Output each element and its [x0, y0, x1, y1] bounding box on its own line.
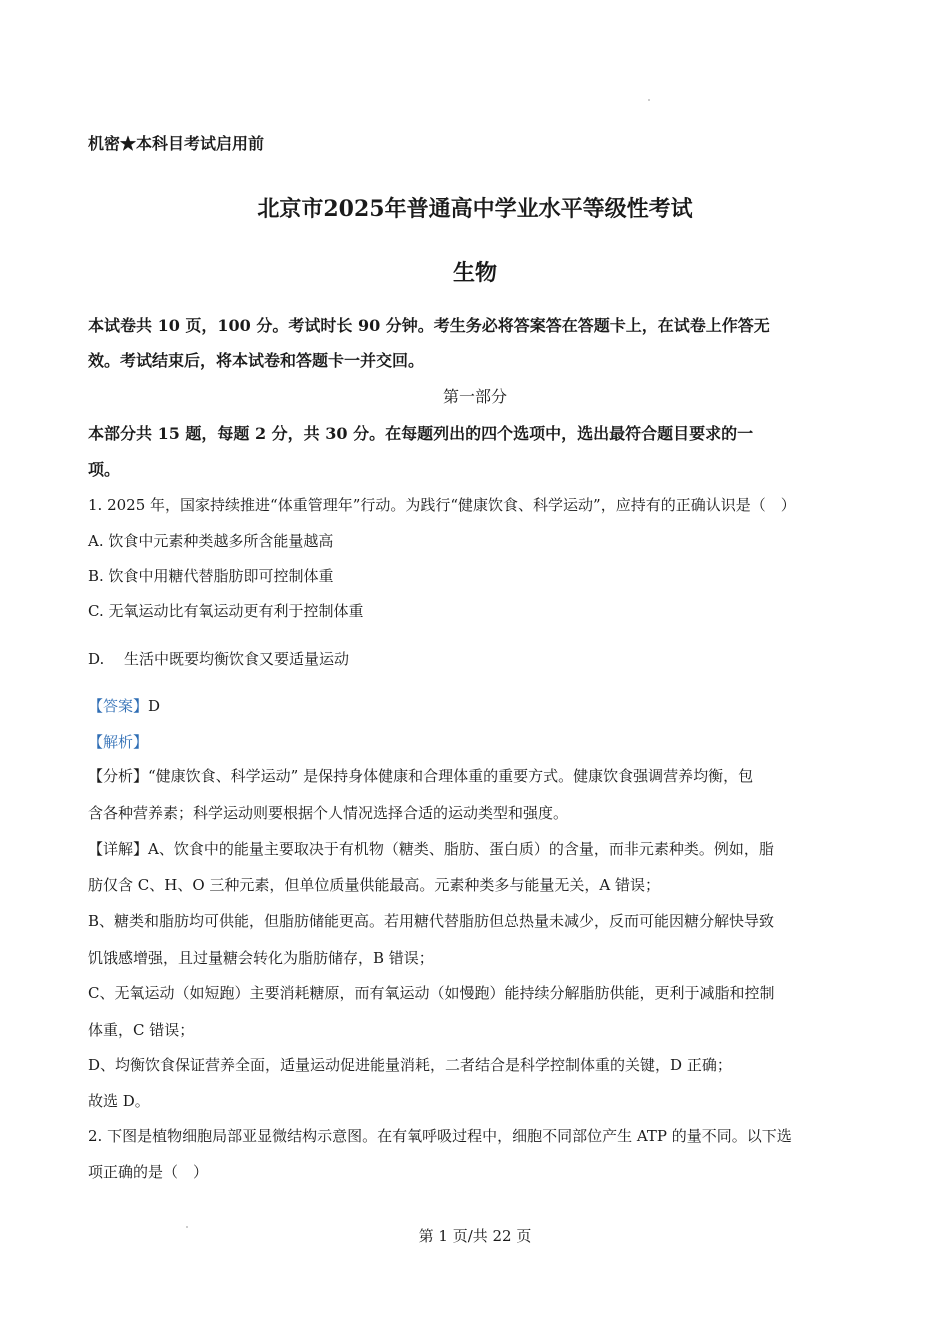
page-number: 第 1 页/共 22 页	[418, 1227, 532, 1245]
question-1-option-c: C. 无氧运动比有氧运动更有利于控制体重	[88, 602, 364, 620]
part-desc-line-2: 项。	[88, 460, 121, 479]
question-2-stem-line-2: 项正确的是（ ）	[88, 1163, 209, 1181]
analysis-detail-line: C、无氧运动（如短跑）主要消耗糖原，而有氧运动（如慢跑）能持续分解脂肪供能，更利于减脂和控制	[88, 984, 775, 1002]
scan-speck	[648, 99, 650, 101]
part-title: 第一部分	[442, 387, 507, 406]
part-desc-line-1: 本部分共 15 题，每题 2 分，共 30 分。在每题列出的四个选项中，选出最符合题目要求的一	[88, 424, 754, 443]
instructions-line-1: 本试卷共 10 页，100 分。考试时长 90 分钟。考生务必将答案答在答题卡上，在试卷上作答无	[88, 316, 770, 335]
analysis-detail-line: 肪仅含 C、H、O 三种元素，但单位质量供能最高。元素种类多与能量无关，A 错误；	[88, 876, 660, 894]
exam-title: 北京市2025年普通高中学业水平等级性考试	[257, 196, 693, 222]
analysis-detail-line: 【详解】A、饮食中的能量主要取决于有机物（糖类、脂肪、蛋白质）的含量，而非元素种类。例如，脂	[88, 840, 774, 858]
question-2-stem-line-1: 2. 下图是植物细胞局部亚显微结构示意图。在有氧呼吸过程中，细胞不同部位产生 ATP 的量不同。以下选	[88, 1127, 792, 1145]
question-1-option-a: A. 饮食中元素种类越多所含能量越高	[88, 532, 334, 550]
subject-title: 生物	[452, 260, 497, 286]
instructions-line-2: 效。考试结束后，将本试卷和答题卡一并交回。	[88, 351, 425, 370]
question-1-option-b: B. 饮食中用糖代替脂肪即可控制体重	[88, 567, 334, 585]
answer-value: D	[148, 697, 161, 715]
question-1-option-d: D. 生活中既要均衡饮食又要适量运动	[88, 650, 350, 668]
analysis-detail-line: B、糖类和脂肪均可供能，但脂肪储能更高。若用糖代替脂肪但总热量未减少，反而可能因糖分解快导致	[88, 912, 775, 930]
answer-label: 【答案】	[88, 697, 149, 715]
question-1-answer	[88, 696, 863, 716]
analysis-label: 【解析】	[88, 733, 149, 751]
analysis-detail-line: 饥饿感增强，且过量糖会转化为脂肪储存，B 错误；	[88, 949, 434, 967]
analysis-detail-line: D、均衡饮食保证营养全面，适量运动促进能量消耗，二者结合是科学控制体重的关键，D 正确；	[88, 1056, 732, 1074]
question-1-stem: 1. 2025 年，国家持续推进“体重管理年”行动。为践行“健康饮食、科学运动”，应持有的正确认识是（ ）	[88, 496, 796, 514]
secret-mark: 机密★本科目考试启用前	[88, 134, 265, 153]
analysis-detail-line: 故选 D。	[88, 1092, 150, 1110]
analysis-fenxi-line-1: 【分析】“健康饮食、科学运动” 是保持身体健康和合理体重的重要方式。健康饮食强调营养均衡，包	[88, 767, 754, 785]
analysis-fenxi-line-2: 含各种营养素；科学运动则要根据个人情况选择合适的运动类型和强度。	[88, 804, 569, 822]
analysis-detail-line: 体重，C 错误；	[88, 1021, 195, 1039]
